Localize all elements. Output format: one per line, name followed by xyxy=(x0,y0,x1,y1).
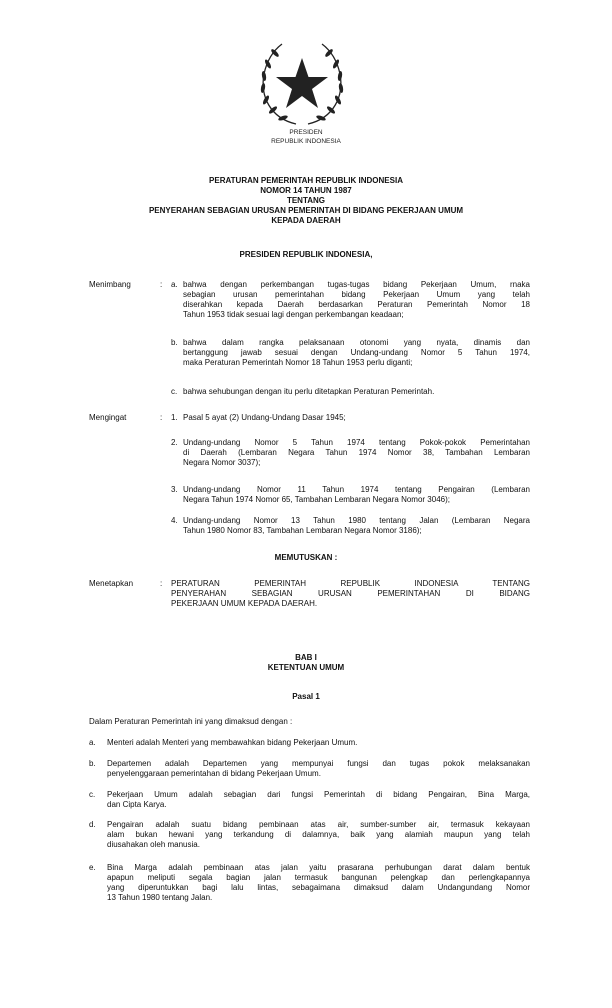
pasal1-item-marker: c. xyxy=(89,790,96,799)
header-republik-indonesia: REPUBLIK INDONESIA xyxy=(271,138,341,145)
pasal1-item-line: diusahakan oleh manusia. xyxy=(107,840,200,849)
mengingat-item-line: Undang-undang Nomor 11 Tahun 1974 tentang Pengairan (Lembaran xyxy=(183,485,530,494)
menimbang-item-line: bahwa dengan perkembangan tugas-tugas bidang Pekerjaan Umum, rnaka xyxy=(183,280,530,289)
menimbang-label: Menimbang xyxy=(89,280,131,289)
menimbang-item-line: bertanggung jawab sesuai dengan Undang-undang Nomor 5 Tahun 1974, xyxy=(183,348,530,357)
pasal1-item-marker: e. xyxy=(89,863,96,872)
menetapkan-label: Menetapkan xyxy=(89,579,134,588)
pasal1-item-line: penyelenggaraan pemerintahan di bidang Pekerjaan Umum. xyxy=(107,769,321,778)
menetapkan-line: PEKERJAAN UMUM KEPADA DAERAH. xyxy=(171,599,318,608)
menimbang-item-marker: a. xyxy=(171,280,178,289)
pasal1-item-line: dan Cipta Karya. xyxy=(107,800,167,809)
menimbang-item-marker: c. xyxy=(171,387,178,396)
pasal1-item-line: Bina Marga adalah pembinaan atas jalan yaitu prasarana perhubungan darat dalam bentuk xyxy=(107,863,530,872)
mengingat-item-line: Negara Nomor 3037); xyxy=(183,458,261,467)
document-title xyxy=(0,176,612,226)
pasal1-item-line: alam bukan hewani yang terkandung di dalamnya, baik yang alamiah maupun yang telah xyxy=(107,830,530,839)
bab-title: KETENTUAN UMUM xyxy=(267,663,345,672)
header-presiden: PRESIDEN xyxy=(289,129,323,136)
menetapkan-line: PERATURAN PEMERINTAH REPUBLIK INDONESIA TENTANG xyxy=(171,579,530,588)
menimbang-item-line: bahwa sehubungan dengan itu perlu ditetapkan Peraturan Pemerintah. xyxy=(183,387,435,396)
pasal1-item-line: 13 Tahun 1980 tentang Jalan. xyxy=(107,893,213,902)
pasal1-item-marker: a. xyxy=(89,738,96,747)
bab-number: BAB I xyxy=(295,653,317,662)
title-line: PENYERAHAN SEBAGIAN URUSAN PEMERINTAH DI BIDANG PEKERJAAN UMUM xyxy=(148,206,464,215)
mengingat-item-marker: 4. xyxy=(171,516,178,525)
pasal1-item-line: yang diperuntukkan bagi lalu lintas, sebagaimana dimaksud dalam Undangundang Nomor xyxy=(107,883,530,892)
mengingat-item-line: Undang-undang Nomor 5 Tahun 1974 tentang Pokok-pokok Pemerintahan xyxy=(183,438,530,447)
menimbang-item-line: maka Peraturan Pemerintah Nomor 18 Tahun 1953 perlu diganti; xyxy=(183,358,413,367)
menimbang-item-marker: b. xyxy=(171,338,178,347)
pasal1-item-line: Menteri adalah Menteri yang membawahkan bidang Pekerjaan Umum. xyxy=(107,738,358,747)
garuda-emblem-icon xyxy=(256,40,348,128)
menimbang-item-line: bahwa dalam rangka pelaksanaan otonomi yang nyata, dinamis dan xyxy=(183,338,530,347)
menimbang-item-line: diserahkan kepada Daerah berdasarkan Peraturan Pemerintah Nomor 18 xyxy=(183,300,530,309)
pasal-heading: Pasal 1 xyxy=(292,692,320,701)
menetapkan-colon: : xyxy=(160,579,163,588)
mengingat-item-marker: 1. xyxy=(171,413,178,422)
menetapkan-line: PENYERAHAN SEBAGIAN URUSAN PEMERINTAHAN DI BIDANG xyxy=(171,589,530,598)
title-line: PERATURAN PEMERINTAH REPUBLIK INDONESIA xyxy=(209,176,403,185)
pasal1-item-marker: d. xyxy=(89,820,96,829)
mengingat-item-marker: 3. xyxy=(171,485,178,494)
mengingat-item-line: Negara Tahun 1974 Nomor 65, Tambahan Lembaran Negara Nomor 3046); xyxy=(183,495,450,504)
mengingat-item-line: di Daerah (Lembaran Negara Tahun 1974 Nomor 38, Tambahan Lembaran xyxy=(183,448,530,457)
mengingat-item-line: Pasal 5 ayat (2) Undang-Undang Dasar 1945; xyxy=(183,413,346,422)
memutuskan-heading: MEMUTUSKAN : xyxy=(274,553,338,562)
pasal1-item-marker: b. xyxy=(89,759,96,768)
title-line: KEPADA DAERAH xyxy=(271,216,341,225)
pasal1-item-line: Pengairan adalah suatu bidang pembinaan atas air, sumber-sumber air, termasuk kekayaan xyxy=(107,820,530,829)
menimbang-item-line: sebagian urusan pemerintahan bidang Pekerjaan Umum yang telah xyxy=(183,290,530,299)
title-line: NOMOR 14 TAHUN 1987 xyxy=(260,186,352,195)
menimbang-colon: : xyxy=(160,280,163,289)
mengingat-label: Mengingat xyxy=(89,413,127,422)
president-heading: PRESIDEN REPUBLIK INDONESIA, xyxy=(239,250,373,259)
mengingat-item-marker: 2. xyxy=(171,438,178,447)
mengingat-item-line: Undang-undang Nomor 13 Tahun 1980 tentang Jalan (Lembaran Negara xyxy=(183,516,530,525)
pasal1-item-line: Pekerjaan Umum adalah sebagian dari fungsi Pemerintah di bidang Pengairan, Bina Marga, xyxy=(107,790,530,799)
mengingat-colon: : xyxy=(160,413,163,422)
pasal1-item-line: apapun meliputi segala bagian jalan termasuk bangunan pelengkap dan perlengkapannya xyxy=(107,873,530,882)
pasal1-intro: Dalam Peraturan Pemerintah ini yang dimaksud dengan : xyxy=(89,717,293,726)
title-line: TENTANG xyxy=(286,196,326,205)
mengingat-item-line: Tahun 1980 Nomor 83, Tambahan Lembaran Negara Nomor 3186); xyxy=(183,526,422,535)
menimbang-item-line: Tahun 1953 tidak sesuai lagi dengan perkembangan keadaan; xyxy=(183,310,404,319)
pasal1-item-line: Departemen adalah Departemen yang mempunyai fungsi dan tugas pokok melaksanakan xyxy=(107,759,530,768)
